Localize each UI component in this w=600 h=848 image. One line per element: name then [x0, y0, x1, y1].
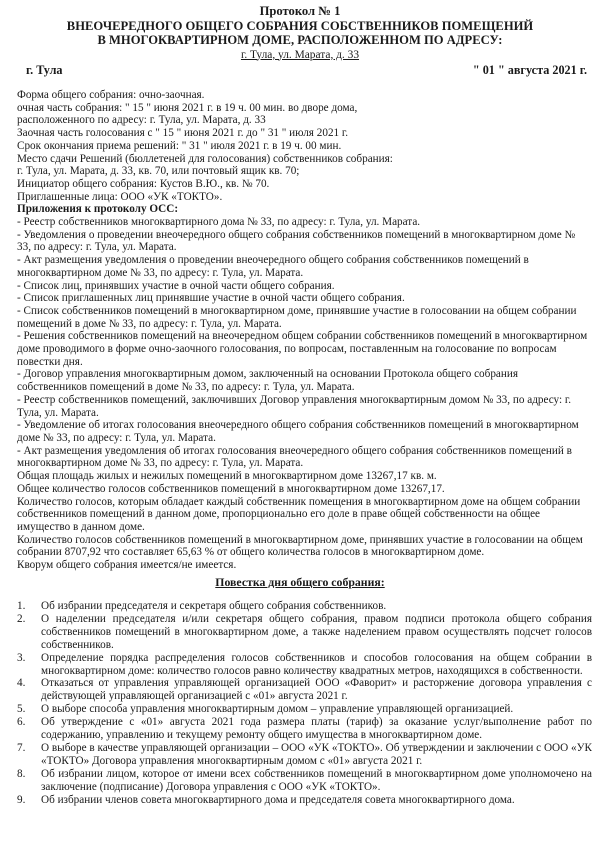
appendix-item: - Реестр собственников многоквартирного дома № 33, по адресу: г. Тула, ул. Марата. [17, 216, 421, 229]
document-header [0, 4, 600, 62]
info-line: Срок окончания приема решений: " 31 " июля 2021 г. в 19 ч. 00 мин. [17, 139, 342, 152]
agenda-item [17, 613, 592, 652]
appendix-item: - Решения собственников помещений на внеочередном общем собрании собственников помещений в многоквартирном доме проводимого в форме очно-заочного голосования, по вопросам, поставленным на голосование по вопросам повестки дня. [17, 330, 588, 368]
agenda-item [17, 677, 592, 703]
agenda-title: Повестка дня общего собрания: [215, 575, 385, 589]
agenda-item-number: 7. [17, 741, 26, 754]
votes-rule: Количество голосов, которым обладает каждый собственник помещения в многоквартирном доме на общем собрании собственников помещений в данном доме, пропорционально его доле в праве общей собственности на общее имущество в данном доме. [17, 495, 581, 533]
agenda-item-number: 4. [17, 677, 26, 690]
agenda-item-text: О выборе в качестве управляющей организации – ООО «УК «ТОКТО». Об утверждении и заключении с ООО «УК «ТОКТО» Договора управления многоквартирным домом с «01» августа 2021 г. [41, 741, 592, 767]
info-line: Заочная часть голосования с " 15 " июня 2021 г. до " 31 " июля 2021 г. [17, 127, 349, 140]
agenda-item-text: Об избрании лицом, которое от имени всех собственников помещений в многоквартирном доме уполномочено на заключение (подписание) Договора управления с ООО «УК «ТОКТО». [41, 767, 592, 793]
agenda-list [17, 600, 592, 807]
agenda-item-number: 3. [17, 651, 26, 664]
participating-votes: Количество голосов собственников помещений в многоквартирном доме, принявших участие в голосовании на общем собрании 8707,92 что составляет 65,63 % от общего количества голосов в многоквартирном доме. [17, 533, 583, 559]
city: г. Тула [26, 63, 63, 77]
quorum-status: Кворум общего собрания имеется/не имеется. [17, 559, 237, 572]
agenda-item-text: Отказаться от управления управляющей организацией ООО «Фаворит» и расторжение договора управления с действующей управляющей организацией с «01» августа 2021 г. [41, 677, 592, 703]
agenda-item-number: 6. [17, 716, 26, 729]
agenda-item [17, 703, 592, 716]
document-date: " 01 " августа 2021 г. [472, 63, 587, 77]
total-area: Общая площадь жилых и нежилых помещений в многоквартирном доме 13267,17 кв. м. [17, 470, 437, 483]
agenda-item-text: Об избрании членов совета многоквартирного дома и председателя совета многоквартирного дома. [41, 793, 515, 806]
agenda-item-number: 2. [17, 612, 26, 625]
protocol-number: Протокол № 1 [259, 4, 341, 18]
agenda-item-text: О выборе способа управления многоквартирным домом – управление управляющей организацией. [41, 703, 514, 716]
info-line: Место сдачи Решений (бюллетеней для голосования) собственников собрания: [17, 152, 393, 165]
agenda-item-number: 9. [17, 793, 26, 806]
agenda-item [17, 768, 592, 794]
info-line: Приглашенные лица: ООО «УК «ТОКТО». [17, 190, 223, 203]
document-body [17, 89, 589, 572]
appendix-item: - Список собственников помещений в многоквартирном доме, принявшие участие в голосовании на общем собрании помещений в доме № 33, по адресу: г. Тула, ул. Марата. [17, 304, 577, 330]
total-votes: Общее количество голосов собственников помещений в многоквартирном доме 13267,17. [17, 482, 445, 495]
appendix-item: - Уведомления о проведении внеочередного общего собрания собственников помещений в многоквартирном доме № 33, по адресу: г. Тула, ул. Марата. [17, 228, 576, 254]
agenda-item-text: Определение порядка распределения голосов собственников и способов голосования на общем собрании в многоквартирном доме: количество голосов равно количеству квадратных метров, находящихся в собственности. [41, 651, 592, 677]
agenda-item-number: 5. [17, 703, 26, 716]
agenda-item-number: 1. [17, 600, 26, 612]
appendix-item: - Список приглашенных лиц принявшие участие в очной части общего собрания. [17, 292, 405, 305]
agenda-item-text: Об избрании председателя и секретаря общего собрания собственников. [41, 600, 387, 612]
info-line: Форма общего собрания: очно-заочная. [17, 89, 205, 101]
agenda-item-text: О наделении председателя и/или секретаря общего собрания, правом подписи протокола общего собрания собственников помещений в многоквартирном доме, а также наделением правом осуществлять подсчет голосов собственников. [41, 612, 592, 651]
agenda-item [17, 716, 592, 742]
info-line: г. Тула, ул. Марата, д. 33, кв. 70, или почтовый ящик кв. 70; [17, 165, 300, 178]
appendix-item: - Акт размещения уведомления об итогах голосования внеочередного общего собрания собственников помещений в многоквартирном доме № 33, по адресу: г. Тула, ул. Марата. [17, 444, 572, 470]
appendix-item: - Реестр собственников помещений, заключивших Договор управления многоквартирным домом № 33, по адресу: г. Тула, ул. Марата. [17, 393, 572, 419]
agenda-item [17, 600, 592, 613]
appendix-item: - Акт размещения уведомления о проведении внеочередного общего собрания собственников помещений в многоквартирном доме № 33, по адресу: г. Тула, ул. Марата. [17, 254, 529, 279]
agenda-item [17, 652, 592, 678]
appendix-heading: Приложения к протоколу ОСС: [17, 203, 179, 216]
appendix-item: - Договор управления многоквартирным домом, заключенный на основании Протокола общего собрания собственников помещений в доме № 33, по адресу: г. Тула, ул. Марата. [17, 368, 519, 394]
title-line-1: ВНЕОЧЕРЕДНОГО ОБЩЕГО СОБРАНИЯ СОБСТВЕННИКОВ ПОМЕЩЕНИЙ [66, 18, 534, 33]
building-address: г. Тула, ул. Марата, д. 33 [240, 48, 360, 61]
agenda-item-number: 8. [17, 767, 26, 780]
info-line: Инициатор общего собрания: Кустов В.Ю., кв. № 70. [17, 177, 270, 190]
title-line-2: В МНОГОКВАРТИРНОМ ДОМЕ, РАСПОЛОЖЕННОМ ПО АДРЕСУ: [97, 33, 503, 47]
info-line: очная часть собрания: " 15 " июня 2021 г. в 19 ч. 00 мин. во дворе дома, [17, 101, 358, 114]
info-line: расположенного по адресу: г. Тула, ул. Марата, д. 33 [17, 114, 266, 127]
appendix-item: - Список лиц, принявших участие в очной части общего собрания. [17, 279, 335, 292]
appendix-item: - Уведомление об итогах голосования внеочередного общего собрания собственников помещений в многоквартирном доме № 33, по адресу: г. Тула, ул. Марата. [17, 419, 579, 444]
agenda-item [17, 794, 592, 807]
agenda-item [17, 742, 592, 768]
agenda-item-text: Об утверждение с «01» августа 2021 года размера платы (тариф) за оказание услуг/выполнение работ по содержанию, управлению и текущему ремонту общего имущества в многоквартирном доме. [41, 716, 592, 742]
